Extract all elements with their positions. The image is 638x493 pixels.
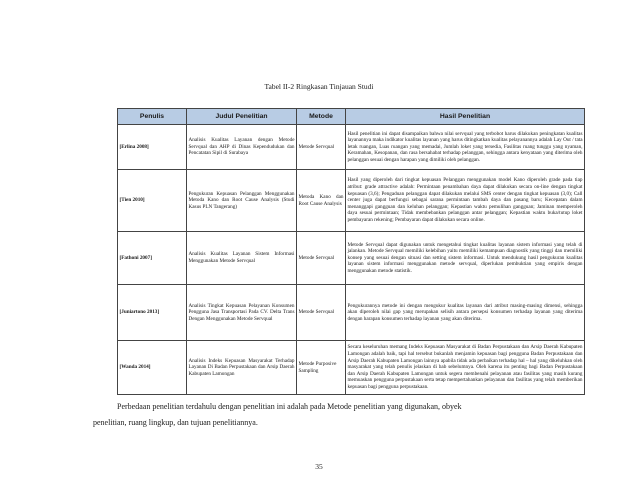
cell-judul: Analisis Kualitas Layanan dengan Metode Servqual dan AHP di Dinas Kependudukan dan Pencatatan Sipil di Surabaya <box>187 125 297 170</box>
cell-hasil: Secara keseluruhan memang Indeks Kepuasan Masyarakat di Badan Perpustakaan dan Arsip Daerah Kabupaten Lamongan adalah baik, tapi hal tersebut bukanlah menjamin kepuasan bagi pengguna Badan Perpustakaan dan Arsip Daerah Kabupaten Lamongan lainnya apabila tidak ada perbaikan terhadap hal – hal yang dikeluhkan oleh masyarakat yang telah penulis jelaskan di bab sebelumnya. Oleh karena itu penting bagi Badan Perpustakaan dan Arsip Daerah Kabupaten Lamongan untuk segera membenahi pelayanan atau fasilitas yang masih kurang memuaskan pengguna perpustakaan serta tetap mempertahankan pelayanan dan fasilitas yang telah memberikan kepuasan bagi pengguna perpustakaan. <box>346 341 585 395</box>
cell-penulis: [Juniartono 2013] <box>118 285 187 341</box>
header-hasil: Hasil Penelitian <box>346 109 585 125</box>
header-metode: Metode <box>297 109 346 125</box>
page-number: 35 <box>315 462 323 471</box>
cell-penulis: [Tien 2010] <box>118 170 187 232</box>
cell-judul: Pengukuran Kepuasan Pelanggan Menggunakan Metoda Kano dan Root Cause Analysis (Studi Kasus PLN Tangerang) <box>187 170 297 232</box>
table-header-row <box>118 109 585 125</box>
cell-metode: Metode Servqual <box>297 285 346 341</box>
cell-penulis: [Fathoni 2007] <box>118 232 187 285</box>
cell-judul: Analisis Tingkat Kepuasan Pelayanan Konsumen Pengguna Jasa Transportasi Pada CV. Delta Trans Dengan Menggunakan Metode Servqual <box>187 285 297 341</box>
cell-hasil: Hasil penelitian ini dapat disampaikan bahwa nilai servqual yang terbobot harus dilakukan peningkatan kualitas layanannya maka indikator kualitas layanan yang harus ditingkatkan kualitas pelayanannya adalah Lay Out / tata letak ruangan, Luas ruangan yang memadai, Jumlah loket yang tersedia, Fasilitas ruang tunggu yang nyaman, Keramahan, Kesopanan, dan rasa bersahabat terhadap pelanggan, sehingga antara kenyataan yang diterima oleh pelanggan sesuai dengan harapan yang dimiliki oleh pelanggan. <box>346 125 585 170</box>
table-row <box>118 232 585 285</box>
cell-penulis: [Wanda 2014] <box>118 341 187 395</box>
table-row <box>118 125 585 170</box>
cell-judul: Analisis Kualitas Layanan Sistem Informasi Menggunakan Metode Servqual <box>187 232 297 285</box>
literature-review-table <box>117 108 585 395</box>
cell-hasil: Metode Servqual dapat digunakan untuk mengetahui tingkat kualitas layanan sistem informasi yang telah di jalankan. Metode Servqual memiliki kelebihan yaitu memiliki kemampuan diagnostik yang tinggi dan memiliki konsep yang sesuai dengan situasi dan setting sistem informasi. Untuk mendukung hasil pengukuran kualitas layanan sistem informasi menggunakan metode servqual, diperlukan pembuktian yang empiris dengan menggunakan metode statistik. <box>346 232 585 285</box>
table-row <box>118 341 585 395</box>
table-row <box>118 170 585 232</box>
header-penulis: Penulis <box>118 109 187 125</box>
cell-metode: Metode Servqual <box>297 125 346 170</box>
cell-hasil: Pengukurannya metode ini dengan mengukur kualitas layanan dari atribut masing-masing dimensi, sehingga akan diperoleh nilai gap yang merupakan selisih antara persepsi konsumen terhadap layanan yang diterima dengan harapan konsumen terhadap layanan yang akan diterima. <box>346 285 585 341</box>
cell-metode: Metode Servqual <box>297 232 346 285</box>
body-paragraph-line-1: Perbedaan penelitian terdahulu dengan penelitian ini adalah pada Metode penelitian yang digunakan, obyek <box>117 402 462 411</box>
table-row <box>118 285 585 341</box>
cell-metode: Metoda Kano dan Root Cause Analysis <box>297 170 346 232</box>
cell-penulis: [Erlina 2008] <box>118 125 187 170</box>
cell-hasil: Hasil yang diperoleh dari tingkat kepuasan Pelanggan menggunakan model Kano diperoleh grade pada tiap atribut: grade attractive adalah: Permintaan penambahan daya dapat dilakukan secara on-line dengan tingkat kepuasan (3,6); Pengaduan pelanggan dapat dilakukan melalui SMS center dengan tingkat kepuasan (3,0); Call center juga dapat berfungsi sebagai sarana permintaan tambah daya dan pasang baru; Kecepatan dalam menanggapi gangguan dan keluhan pelanggan; Kepastian waktu pemulihan gangguan; Jaminan memperoleh daya sesuai permintaan; Tidak membebankan pelanggan antar pelanggan; Kepastian waktu buka/tutup loket pembayaran rekening; Pembayaran dapat dilakukan secara online. <box>346 170 585 232</box>
table-caption: Tabel II-2 Ringkasan Tinjauan Studi <box>264 82 374 91</box>
header-judul: Judul Penelitian <box>187 109 297 125</box>
cell-metode: Metode Purposive Sampling <box>297 341 346 395</box>
body-paragraph-line-2: penelitian, ruang lingkup, dan tujuan penelitiannya. <box>93 418 258 427</box>
cell-judul: Analisis Indeks Kepuasan Masyarakat Terhadap Layanan Di Badan Perpustakaan dan Arsip Daerah Kabupaten Lamongan <box>187 341 297 395</box>
